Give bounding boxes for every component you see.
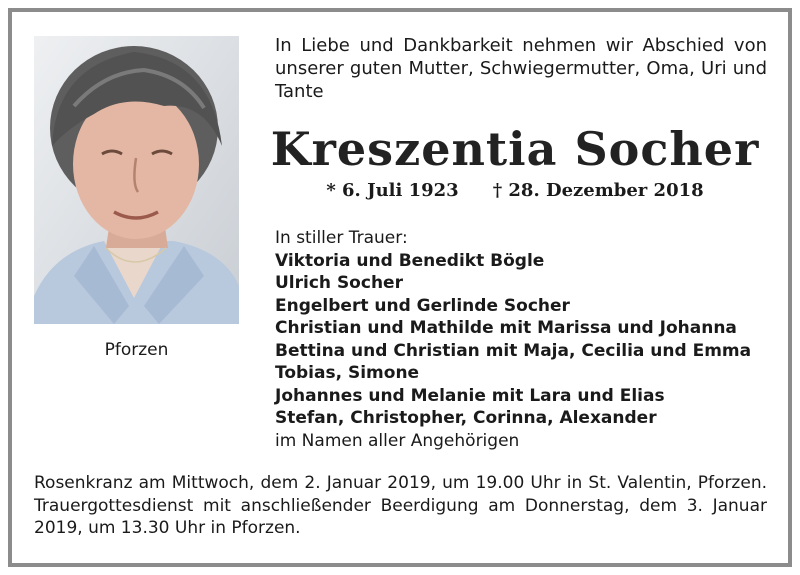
mourner-line: Bettina und Christian mit Maja, Cecilia und Emma xyxy=(275,340,752,361)
mourner-line: Ulrich Socher xyxy=(275,273,403,293)
portrait-photo xyxy=(34,36,239,324)
mourners-intro: In stiller Trauer: xyxy=(275,228,408,248)
mourners-block xyxy=(275,227,775,452)
intro-text: In Liebe und Dankbarkeit nehmen wir Abschied von unserer guten Mutter, Schwiegermutter, Oma, Uri und Tante xyxy=(275,35,767,102)
mourner-line: Tobias, Simone xyxy=(275,363,420,383)
mourner-line: Viktoria und Benedikt Bögle xyxy=(275,250,545,271)
mourner-line: Stefan, Christopher, Corinna, Alexander xyxy=(275,408,657,428)
mourner-line: Engelbert und Gerlinde Socher xyxy=(275,295,570,316)
death-date: † 28. Dezember 2018 xyxy=(492,180,704,201)
life-dates xyxy=(260,180,770,201)
deceased-name: Kreszentia Socher xyxy=(270,122,760,176)
place-caption: Pforzen xyxy=(104,340,169,360)
mourner-line: Johannes und Melanie mit Lara und Elias xyxy=(275,385,665,406)
mourners-outro: im Namen aller Angehörigen xyxy=(275,430,520,451)
service-info: Rosenkranz am Mittwoch, dem 2. Januar 2019, um 19.00 Uhr in St. Valentin, Pforzen. Trauergottesdienst mit anschließender Beerdigung am Donnerstag, dem 3. Januar 2019, um 13.30 Uhr in Pforzen. xyxy=(34,473,767,538)
birth-date: * 6. Juli 1923 xyxy=(326,180,459,201)
mourner-line: Christian und Mathilde mit Marissa und Johanna xyxy=(275,318,737,338)
